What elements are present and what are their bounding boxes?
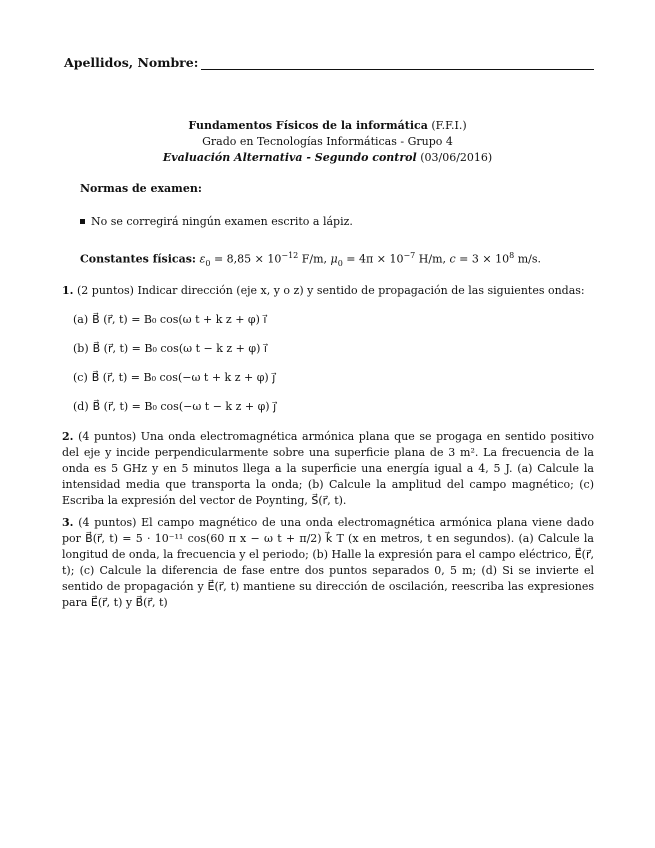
bullet-icon (80, 219, 85, 224)
q3-number: 3. (62, 516, 74, 529)
q3-points: (4 puntos) (78, 516, 137, 529)
name-field (64, 55, 594, 70)
course-name: Fundamentos Físicos de la informática (188, 119, 428, 132)
name-field-label: Apellidos, Nombre: (64, 55, 199, 70)
q3-text: El campo magnético de una onda electromagnética armónica plana viene dado por B⃗(r⃗, t) = 5 · 10⁻¹¹ cos(60 π x − ω t + π/2) k⃗ T (x en metros, t en segundos). (a) Calcule la longitud de onda, la frecuencia y el periodo; (b) Halle la expresión para el campo eléctrico, E⃗(r⃗, t); (c) Calcule la diferencia de fase entre dos puntos separados 0, 5 m; (d) Si se invierte el sentido de propagación y E⃗(r⃗, t) mantiene su dirección de oscilación, reescriba las expresiones para E⃗(r⃗, t) y B⃗(r⃗, t) (62, 516, 595, 609)
c-value: 3 (471, 252, 479, 266)
course-abbr: (F.F.I.) (431, 119, 467, 132)
c-exp: 8 (509, 251, 515, 260)
question-1 (62, 283, 594, 299)
exam-type: Evaluación Alternativa - Segundo control (162, 151, 417, 164)
q1-item-a: (a) B⃗ (r⃗, t) = B₀ cos(ω t + k z + φ) i⃗ (73, 313, 267, 326)
question-3 (62, 515, 594, 611)
q2-points: (4 puntos) (78, 430, 137, 443)
c-units: m/s. (517, 252, 541, 266)
rules-item-text: No se corregirá ningún examen escrito a lápiz. (91, 215, 353, 228)
q1-points: (2 puntos) (76, 284, 134, 297)
eps0-exp: −12 (281, 251, 299, 260)
q2-number: 2. (62, 430, 74, 443)
q1-item-d: (d) B⃗ (r⃗, t) = B₀ cos(−ω t − k z + φ) j⃗ (73, 400, 277, 413)
rules-title: Normas de examen: (80, 182, 202, 195)
exam-type-line (0, 150, 655, 166)
exam-date: (03/06/2016) (420, 151, 493, 164)
q1-number: 1. (62, 284, 74, 297)
q1-text: Indicar dirección (eje x, y o z) y sentido de propagación de las siguientes ondas: (137, 284, 585, 297)
degree-line: Grado en Tecnologías Informáticas - Grupo 4 (202, 135, 453, 148)
question-2 (62, 429, 594, 509)
eps0-units: F/m, (301, 252, 328, 266)
course-title (0, 118, 655, 134)
name-fill-line[interactable] (201, 57, 594, 70)
q1-item-c: (c) B⃗ (r⃗, t) = B₀ cos(−ω t + k z + φ) j⃗ (73, 371, 276, 384)
constants-line: Constantes físicas: $\varepsilon_0 = 8,85 \times 10^{-12}$ F/m, $\mu_0 = 4\pi \times 10^{-7}$ H/m, $c = 3 \times 10^8$ m/s. (80, 251, 541, 268)
constants-title: Constantes físicas: (80, 252, 196, 266)
mu0-exp: −7 (403, 251, 416, 260)
rules-item (80, 214, 353, 230)
eps0-value: 8,85 (226, 252, 252, 266)
mu0-prefix: 4π (359, 252, 374, 266)
q1-item-b: (b) B⃗ (r⃗, t) = B₀ cos(ω t − k z + φ) i⃗ (73, 342, 267, 355)
q2-text: Una onda electromagnética armónica plana que se progaga en sentido positivo del eje y incide perpendicularmente sobre una superficie plana de 3 m². La frecuencia de la onda es 5 GHz y en 5 minutos llega a la superficie una energía igual a 4, 5 J. (a) Calcule la intensidad media que transporta la onda; (b) Calcule la amplitud del campo magnético; (c) Escriba la expresión del vector de Poynting, S⃗(r⃗, t). (62, 430, 595, 507)
mu0-units: H/m, (418, 252, 446, 266)
